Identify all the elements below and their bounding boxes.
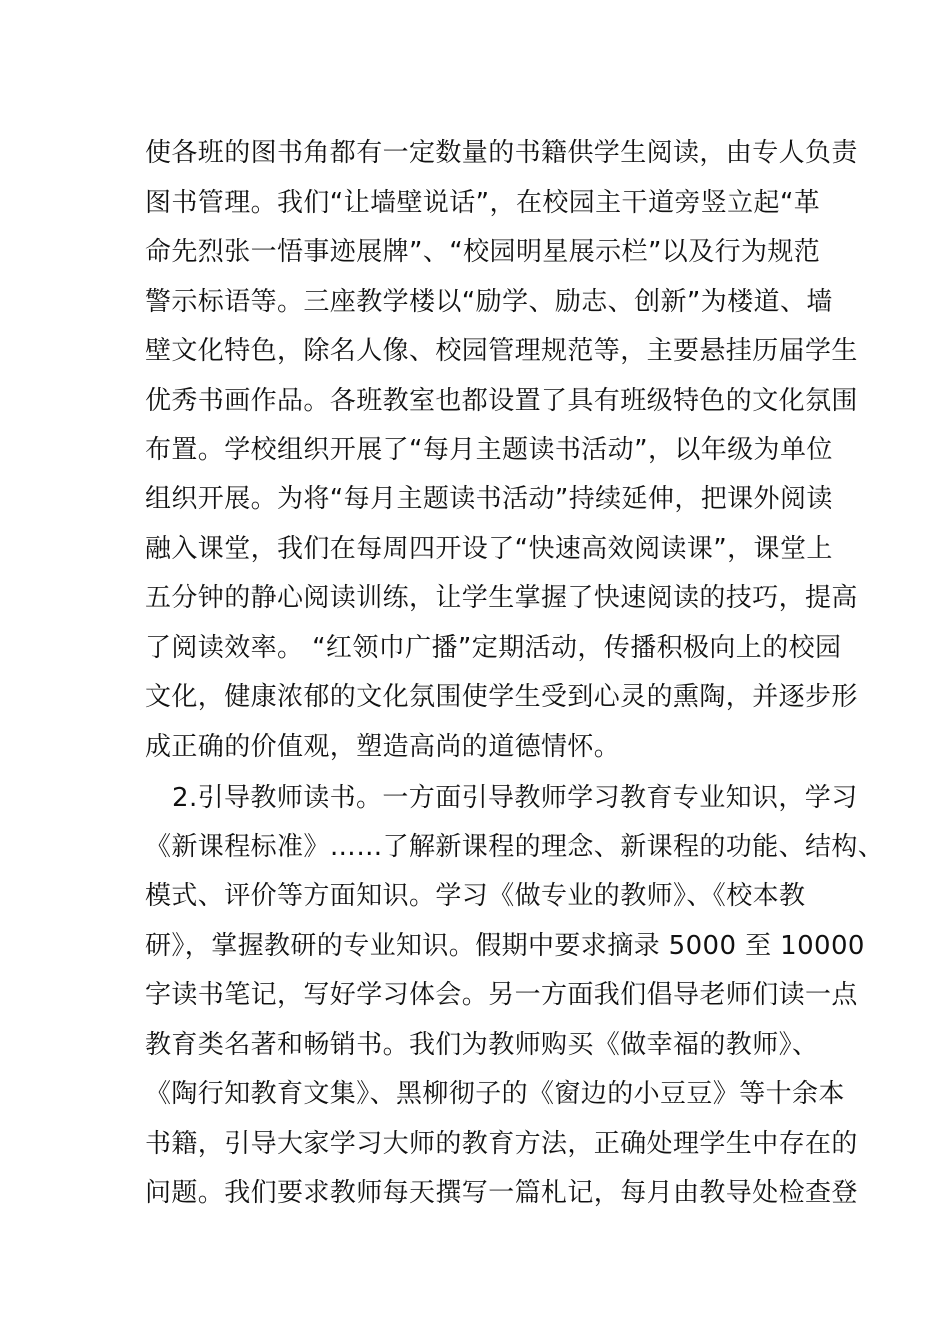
text-line: 字读书笔记，写好学习体会。另一方面我们倡导老师们读一点 [145, 980, 858, 1010]
text-line: 问题。我们要求教师每天撰写一篇札记，每月由教导处检查登 [145, 1178, 858, 1208]
text-line: 书籍，引导大家学习大师的教育方法，正确处理学生中存在的 [145, 1129, 858, 1159]
text-line: 成正确的价值观，塑造高尚的道德情怀。 [145, 732, 621, 762]
text-line: 研》，掌握教研的专业知识。假期中要求摘录 5000 至 10000 [145, 931, 865, 961]
text-line: 2.引导教师读书。一方面引导教师学习教育专业知识，学习 [172, 783, 858, 813]
text-line: 警示标语等。三座教学楼以“励学、励志、创新”为楼道、墙 [145, 287, 833, 317]
text-line: 布置。学校组织开展了“每月主题读书活动”，以年级为单位 [145, 435, 833, 465]
text-line: 文化，健康浓郁的文化氛围使学生受到心灵的熏陶，并逐步形 [145, 682, 858, 712]
text-line: 组织开展。为将“每月主题读书活动”持续延伸，把课外阅读 [145, 484, 833, 514]
text-line: 五分钟的静心阅读训练，让学生掌握了快速阅读的技巧，提高 [145, 583, 858, 613]
text-line: 《陶行知教育文集》、黑柳彻子的《窗边的小豆豆》等十余本 [145, 1079, 845, 1109]
text-line: 教育类名著和畅销书。我们为教师购买《做幸福的教师》、 [145, 1030, 819, 1060]
text-line: 优秀书画作品。各班教室也都设置了具有班级特色的文化氛围 [145, 386, 858, 416]
text-line: 壁文化特色，除名人像、校园管理规范等，主要悬挂历届学生 [145, 336, 858, 366]
text-line: 模式、评价等方面知识。学习《做专业的教师》、《校本教 [145, 881, 806, 911]
text-line: 融入课堂，我们在每周四开设了“快速高效阅读课”，课堂上 [145, 534, 833, 564]
text-line: 《新课程标准》……了解新课程的理念、新课程的功能、结构、 [145, 832, 885, 862]
text-line: 了阅读效率。 “红领巾广播”定期活动，传播积极向上的校园 [145, 633, 842, 663]
text-line: 图书管理。我们“让墙壁说话”，在校园主干道旁竖立起“革 [145, 188, 821, 218]
text-line: 使各班的图书角都有一定数量的书籍供学生阅读，由专人负责 [145, 138, 858, 168]
text-line: 命先烈张一悟事迹展牌”、“校园明星展示栏”以及行为规范 [145, 237, 821, 267]
